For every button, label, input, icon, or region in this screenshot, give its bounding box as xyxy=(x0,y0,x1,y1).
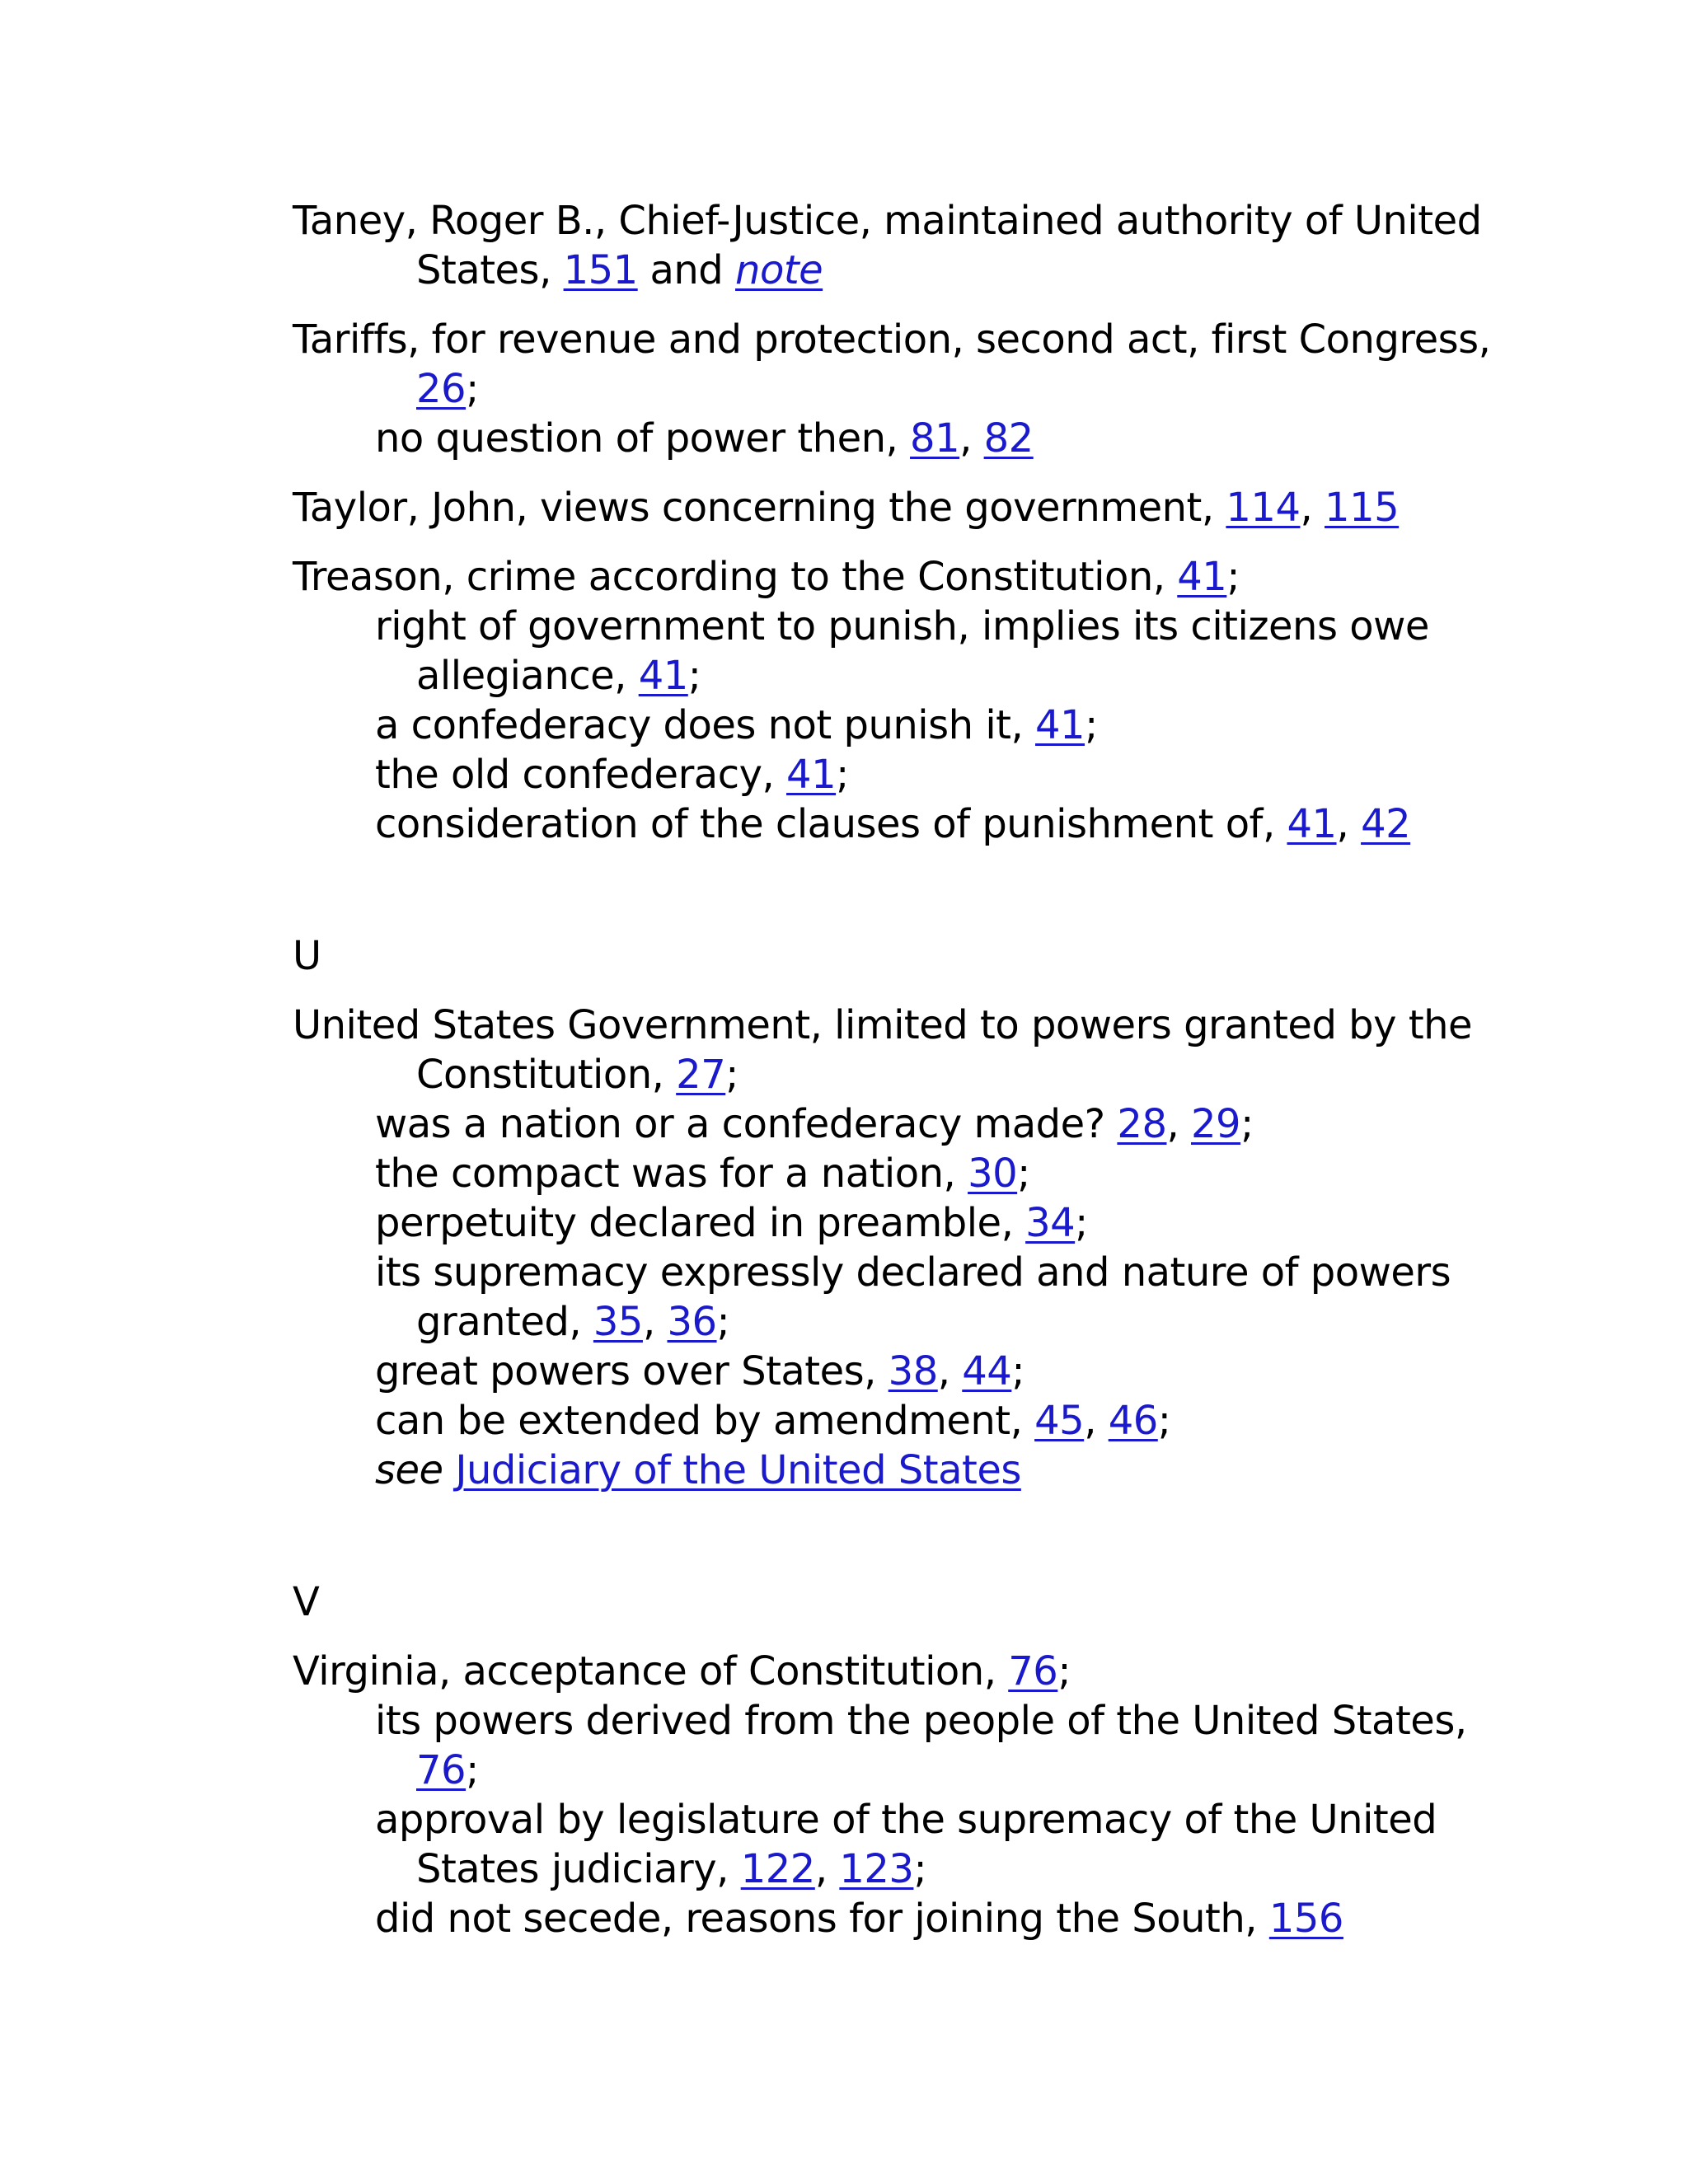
entry-text: great powers over States, xyxy=(375,1348,889,1394)
entry-text: approval by legislature of the supremacy of the United xyxy=(375,1797,1437,1843)
page-link[interactable]: 114 xyxy=(1226,485,1301,531)
entry-text: ; xyxy=(716,1299,730,1345)
entry-text: ; xyxy=(466,1747,479,1793)
see-also xyxy=(375,1446,1021,1495)
subentry-cont xyxy=(416,1746,479,1795)
subentry xyxy=(375,1149,1030,1198)
entry-text: ; xyxy=(1011,1348,1025,1394)
entry-text: ; xyxy=(1017,1151,1030,1197)
page-link[interactable]: 36 xyxy=(667,1299,717,1345)
entry-text: ; xyxy=(1226,554,1240,600)
entry-taney-cont xyxy=(416,246,823,295)
page-link[interactable]: 122 xyxy=(740,1846,815,1892)
subentry xyxy=(375,1396,1170,1446)
page-link[interactable]: 35 xyxy=(593,1299,643,1345)
subentry xyxy=(375,1347,1025,1396)
page-link[interactable]: 76 xyxy=(416,1747,467,1793)
entry-text: , xyxy=(814,1846,840,1892)
entry-text: ; xyxy=(913,1846,927,1892)
subentry xyxy=(375,1099,1254,1149)
entry-text: , xyxy=(642,1299,668,1345)
page-link[interactable]: 26 xyxy=(416,366,467,412)
entry-text: granted, xyxy=(416,1299,593,1345)
subentry xyxy=(375,1198,1088,1248)
entry-virginia xyxy=(293,1647,1071,1696)
entry-text: allegiance, xyxy=(416,653,639,699)
entry-text: , xyxy=(959,415,984,462)
entry-text: , xyxy=(1336,801,1362,847)
page-link[interactable]: 41 xyxy=(638,653,688,699)
page-link[interactable]: 45 xyxy=(1034,1398,1085,1444)
entry-text: ; xyxy=(1057,1648,1071,1694)
entry-tariffs-cont xyxy=(416,364,479,414)
page-link[interactable]: 38 xyxy=(888,1348,938,1394)
page-link[interactable]: 76 xyxy=(1008,1648,1058,1694)
page-link[interactable]: 123 xyxy=(839,1846,914,1892)
subentry xyxy=(375,1894,1343,1943)
entry-text: States, xyxy=(416,247,564,293)
entry-text: Virginia, acceptance of Constitution, xyxy=(293,1648,1009,1694)
subentry-cont xyxy=(416,651,701,701)
entry-text: no question of power then, xyxy=(375,415,911,462)
page-link[interactable]: 115 xyxy=(1325,485,1400,531)
entry-text: consideration of the clauses of punishment of, xyxy=(375,801,1287,847)
page-link[interactable]: 46 xyxy=(1108,1398,1158,1444)
subentry xyxy=(375,414,1034,463)
entry-text: Taney, Roger B., Chief-Justice, maintained authority of United xyxy=(293,198,1482,244)
entry-text: a confederacy does not punish it, xyxy=(375,702,1035,748)
cross-reference-link[interactable]: Judiciary of the United States xyxy=(455,1447,1021,1493)
page-link[interactable]: 82 xyxy=(983,415,1034,462)
entry-text: States judiciary, xyxy=(416,1846,741,1892)
entry-united-states-government xyxy=(293,1001,1472,1050)
entry-text: Taylor, John, views concerning the government, xyxy=(293,485,1226,531)
page-link[interactable]: 29 xyxy=(1191,1101,1241,1147)
page-link[interactable]: 41 xyxy=(1035,702,1085,748)
entry-text: ; xyxy=(1240,1101,1254,1147)
page-link[interactable]: 44 xyxy=(962,1348,1012,1394)
entry-text: the old confederacy, xyxy=(375,752,787,798)
subentry xyxy=(375,1248,1451,1297)
subentry xyxy=(375,1795,1437,1844)
section-letter-v: V xyxy=(293,1579,320,1625)
entry-text: Constitution, xyxy=(416,1052,677,1098)
page-link[interactable]: 151 xyxy=(563,247,638,293)
entry-text: its powers derived from the people of the United States, xyxy=(375,1698,1467,1744)
page-link[interactable]: 156 xyxy=(1268,1896,1343,1942)
entry-text: the compact was for a nation, xyxy=(375,1151,968,1197)
page-link[interactable]: 41 xyxy=(1287,801,1337,847)
entry-text: ; xyxy=(466,366,479,412)
subentry xyxy=(375,1696,1467,1746)
page-link[interactable]: 81 xyxy=(910,415,960,462)
subentry xyxy=(375,750,849,799)
entry-text: right of government to punish, implies its citizens owe xyxy=(375,603,1429,649)
entry-taney xyxy=(293,196,1482,246)
entry-taylor xyxy=(293,483,1399,532)
entry-text: ; xyxy=(836,752,849,798)
entry-text: , xyxy=(1166,1101,1191,1147)
subentry-cont xyxy=(416,1844,926,1894)
page-link[interactable]: 30 xyxy=(968,1151,1018,1197)
entry-text: Treason, crime according to the Constitution, xyxy=(293,554,1178,600)
entry-text: ; xyxy=(725,1052,738,1098)
page-link[interactable]: 28 xyxy=(1117,1101,1167,1147)
entry-treason xyxy=(293,552,1240,602)
entry-text: United States Government, limited to powers granted by the xyxy=(293,1002,1473,1048)
see-label: see xyxy=(375,1447,443,1493)
page-link[interactable]: 34 xyxy=(1025,1200,1076,1246)
entry-text: Tariffs, for revenue and protection, second act, first Congress, xyxy=(293,316,1491,363)
entry-text: ; xyxy=(687,653,701,699)
entry-text: ; xyxy=(1075,1200,1088,1246)
entry-text: and xyxy=(637,247,736,293)
entry-text: , xyxy=(1300,485,1325,531)
entry-text xyxy=(443,1447,456,1493)
subentry xyxy=(375,701,1098,750)
entry-text: its supremacy expressly declared and nature of powers xyxy=(375,1249,1451,1296)
entry-tariffs xyxy=(293,315,1490,364)
page-link[interactable]: 42 xyxy=(1361,801,1411,847)
page-link[interactable]: 41 xyxy=(1177,554,1227,600)
subentry-cont xyxy=(416,1297,729,1347)
page-link[interactable]: 41 xyxy=(786,752,837,798)
entry-text: , xyxy=(937,1348,963,1394)
entry-cont xyxy=(416,1050,738,1099)
page-link[interactable]: 27 xyxy=(676,1052,726,1098)
subentry xyxy=(375,602,1429,651)
entry-text: did not secede, reasons for joining the South, xyxy=(375,1896,1269,1942)
entry-text: perpetuity declared in preamble, xyxy=(375,1200,1026,1246)
entry-text: ; xyxy=(1157,1398,1171,1444)
subentry xyxy=(375,799,1410,849)
entry-text: ; xyxy=(1085,702,1098,748)
entry-text: was a nation or a confederacy made? xyxy=(375,1101,1118,1147)
entry-text: can be extended by amendment, xyxy=(375,1398,1035,1444)
note-link[interactable]: note xyxy=(735,247,823,293)
section-letter-u: U xyxy=(293,933,321,979)
entry-text: , xyxy=(1084,1398,1109,1444)
